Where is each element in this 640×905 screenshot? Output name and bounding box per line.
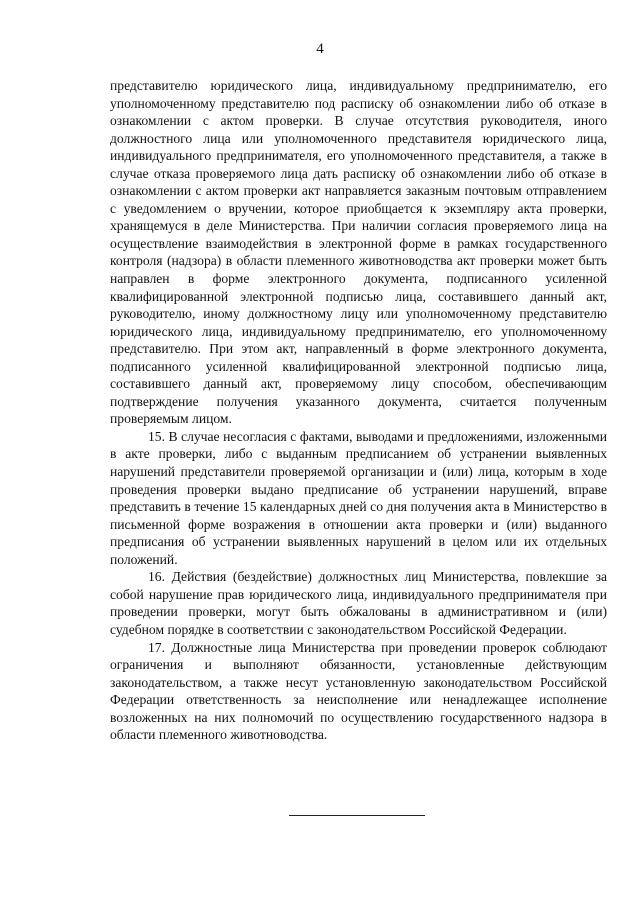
end-of-text-divider: [289, 815, 425, 816]
page-number: 4: [316, 41, 324, 57]
document-body: [110, 77, 607, 744]
paragraph-17: 17. Должностные лица Министерства при проведении проверок соблюдают ограничения и выполняют обязанности, установленные действующим законодательством, а также несут установленную законодательством Российской Федерации ответственность за неисполнение или ненадлежащее исполнение возложенных на них полномочий по осуществлению государственного надзора в области племенного животноводства.: [110, 639, 607, 743]
paragraph-16: 16. Действия (бездействие) должностных лиц Министерства, повлекшие за собой нарушение прав юридического лица, индивидуального предпринимателя при проведении проверки, могут быть обжалованы в административном и (или) судебном порядке в соответствии с законодательством Российской Федерации.: [110, 569, 607, 637]
paragraph-continued: представителю юридического лица, индивидуальному предпринимателю, его уполномоченному представителю под расписку об ознакомлении либо об отказе в ознакомлении с актом проверки. В случае отсутствия руководителя, иного должностного лица или уполномоченного представителя юридического лица, индивидуального предпринимателя, его уполномоченного представителя, а также в случае отказа проверяемого лица дать расписку об ознакомлении либо об отказе в ознакомлении с актом проверки акт направляется заказным почтовым отправлением с уведомлением о вручении, которое приобщается к экземпляру акта проверки, хранящемуся в деле Министерства. При наличии согласия проверяемого лица на осуществление взаимодействия в электронной форме в рамках государственного контроля (надзора) в области племенного животноводства акт проверки может быть направлен в форме электронного документа, подписанного усиленной квалифицированной электронной подписью лица, составившего данный акт, руководителю, иному должностному лицу или уполномоченному представителю юридического лица, индивидуальному предпринимателю, его уполномоченному представителю. При этом акт, направленный в форме электронного документа, подписанного усиленной квалифицированной электронной подписью лица, составившего данный акт, проверяемому лицу способом, обеспечивающим подтверждение получения указанного документа, считается полученным проверяемым лицом.: [110, 78, 607, 427]
paragraph-15: 15. В случае несогласия с фактами, выводами и предложениями, изложенными в акте проверки, либо с выданным предписанием об устранении выявленных нарушений представители проверяемой организации и (или) лица, которым в ходе проведения проверки выдано предписание об устранении нарушений, вправе представить в течение 15 календарных дней со дня получения акта в Министерство в письменной форме возражения в отношении акта проверки и (или) выданного предписания об устранении выявленных нарушений в целом или их отдельных положений.: [110, 428, 607, 567]
